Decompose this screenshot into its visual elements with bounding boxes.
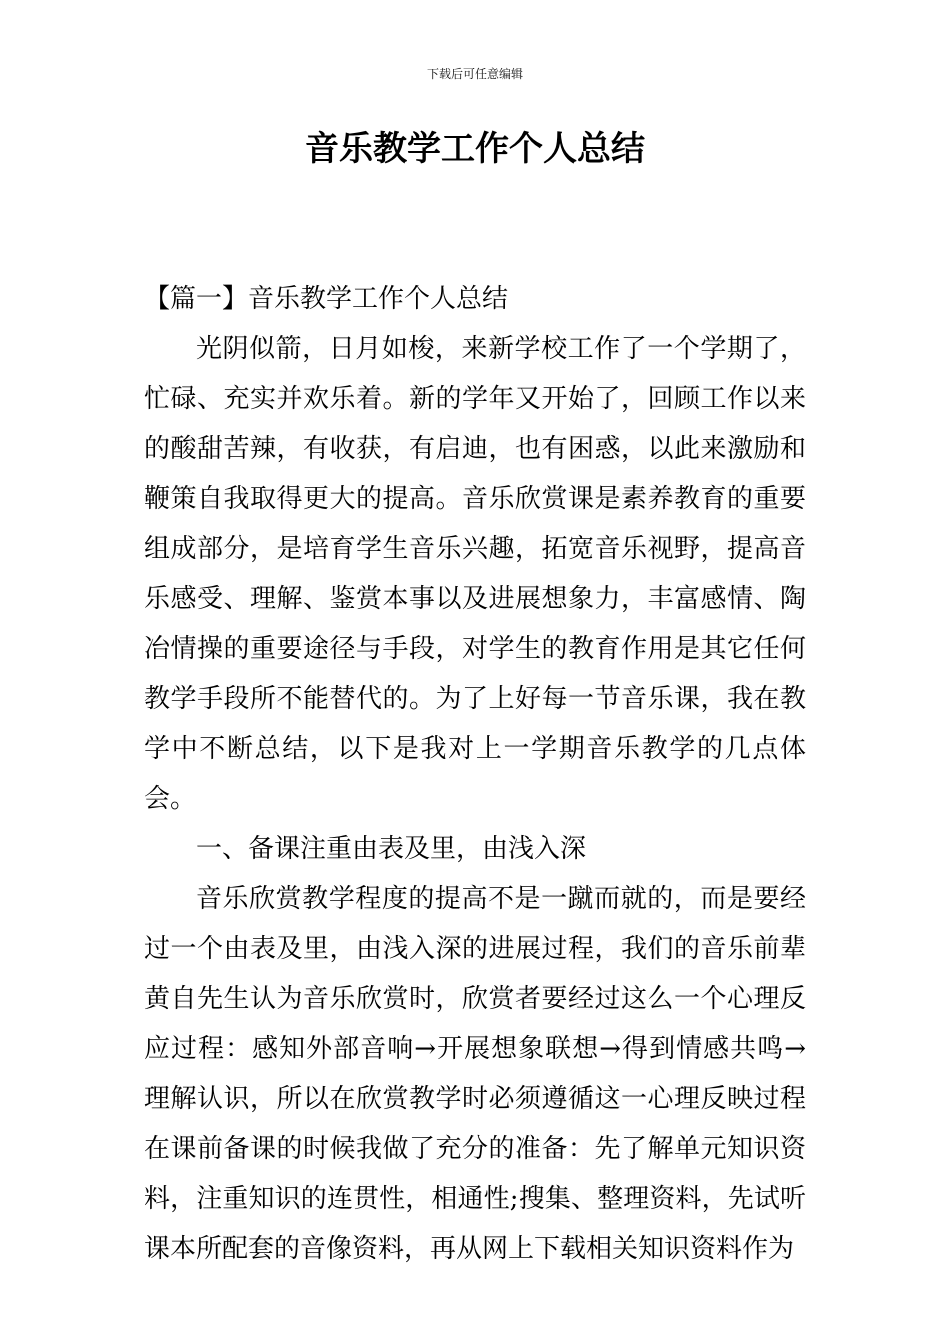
document-title: 音乐教学工作个人总结: [305, 129, 645, 169]
section-label: 【篇一】音乐教学工作个人总结: [144, 284, 509, 314]
paragraph-preparation: 音乐欣赏教学程度的提高不是一蹴而就的，而是要经过一个由表及里，由浅入深的进展过程，我们的音乐前辈黄自先生认为音乐欣赏时，欣赏者要经过这么一个心理反应过程：感知外部音响→开展想象联想→得到情感共鸣→理解认识，所以在欣赏教学时必须遵循这一心理反映过程在课前备课的时候我做了充分的准备：先了解单元知识资料，注重知识的连贯性，相通性;搜集、整理资料，先试听课本所配套的音像资料，再从网上下载相关知识资料作为: [144, 884, 806, 1264]
header-note: 下载后可任意编辑: [426, 67, 523, 81]
document-body: [144, 274, 806, 1274]
paragraph-intro: 光阴似箭，日月如梭，来新学校工作了一个学期了，忙碌、充实并欢乐着。新的学年又开始了，回顾工作以来的酸甜苦辣，有收获，有启迪，也有困惑，以此来激励和鞭策自我取得更大的提高。音乐欣赏课是素养教育的重要组成部分，是培育学生音乐兴趣，拓宽音乐视野，提高音乐感受、理解、鉴赏本事以及进展想象力，丰富感情、陶冶情操的重要途径与手段，对学生的教育作用是其它任何教学手段所不能替代的。为了上好每一节音乐课，我在教学中不断总结，以下是我对上一学期音乐教学的几点体会。: [144, 334, 806, 814]
section-heading-preparation: 一、备课注重由表及里，由浅入深: [196, 834, 587, 864]
